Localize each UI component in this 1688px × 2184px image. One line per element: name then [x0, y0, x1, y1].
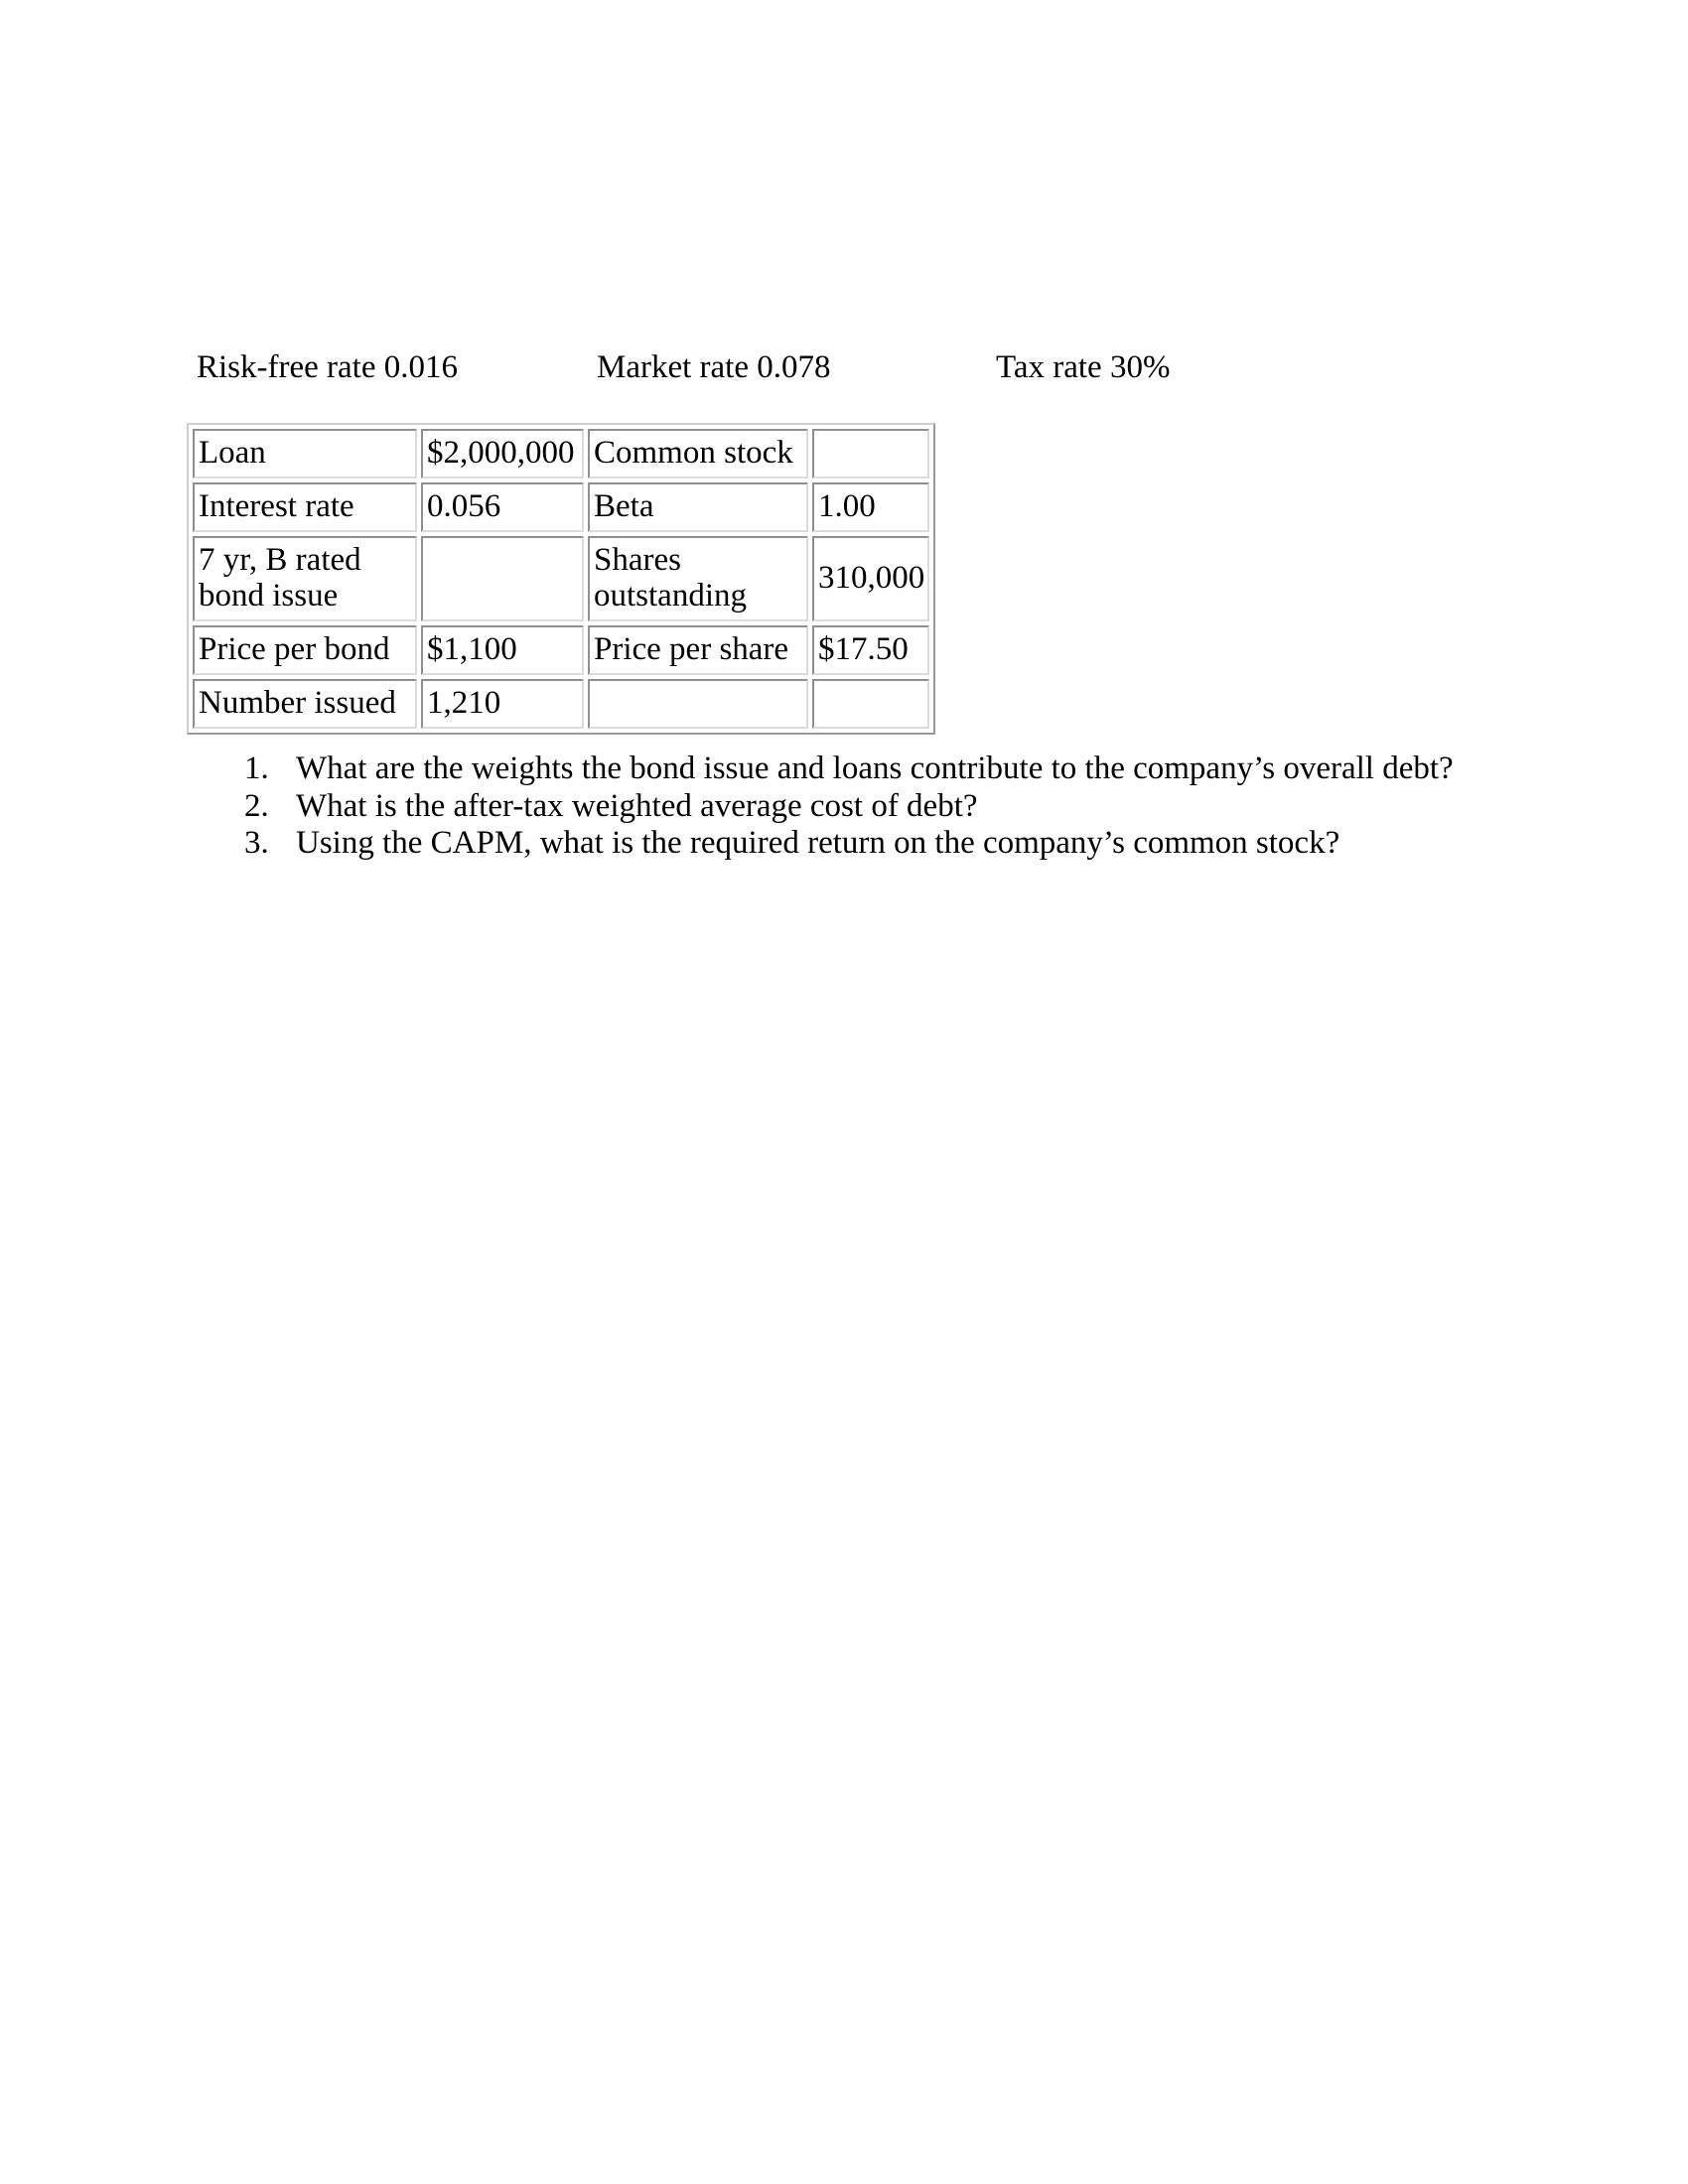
market-rate: Market rate 0.078 [597, 349, 831, 385]
question-item [244, 825, 1454, 863]
table-cell [812, 429, 929, 478]
table-cell: 1,210 [421, 679, 584, 729]
table-cell [588, 679, 808, 729]
table-row [193, 536, 929, 621]
table-cell: Shares outstanding [588, 536, 808, 621]
question-text: What are the weights the bond issue and loans contribute to the company’s overall debt? [296, 751, 1454, 786]
table-cell: 310,000 [812, 536, 929, 621]
question-text: What is the after-tax weighted average cost of debt? [296, 787, 978, 824]
table-cell: $1,100 [421, 625, 584, 675]
table-cell: Price per share [588, 625, 808, 675]
table-row [193, 679, 929, 729]
table-cell: Beta [588, 482, 808, 532]
tax-rate: Tax rate 30% [996, 349, 1171, 385]
table-cell [421, 536, 584, 621]
table-cell [812, 679, 929, 729]
table-row [193, 482, 929, 532]
rates-line [197, 342, 1487, 392]
financial-data-table [187, 423, 935, 735]
table-cell: Number issued [193, 679, 417, 729]
question-number: 3. [244, 825, 269, 861]
question-item [244, 751, 1454, 788]
table-cell: 0.056 [421, 482, 584, 532]
table-cell: Loan [193, 429, 417, 478]
question-number: 2. [244, 787, 269, 824]
table-cell: 7 yr, B rated bond issue [193, 536, 417, 621]
question-item [244, 788, 1454, 826]
table-row [193, 429, 929, 478]
question-text: Using the CAPM, what is the required return on the company’s common stock? [296, 825, 1340, 861]
table-row [193, 625, 929, 675]
question-number: 1. [244, 751, 269, 786]
table-cell: 1.00 [812, 482, 929, 532]
table-cell: Common stock [588, 429, 808, 478]
table-cell: Price per bond [193, 625, 417, 675]
table-cell: $17.50 [812, 625, 929, 675]
table-cell: $2,000,000 [421, 429, 584, 478]
table-cell: Interest rate [193, 482, 417, 532]
question-list [244, 751, 1454, 863]
risk-free-rate: Risk-free rate 0.016 [197, 349, 458, 385]
